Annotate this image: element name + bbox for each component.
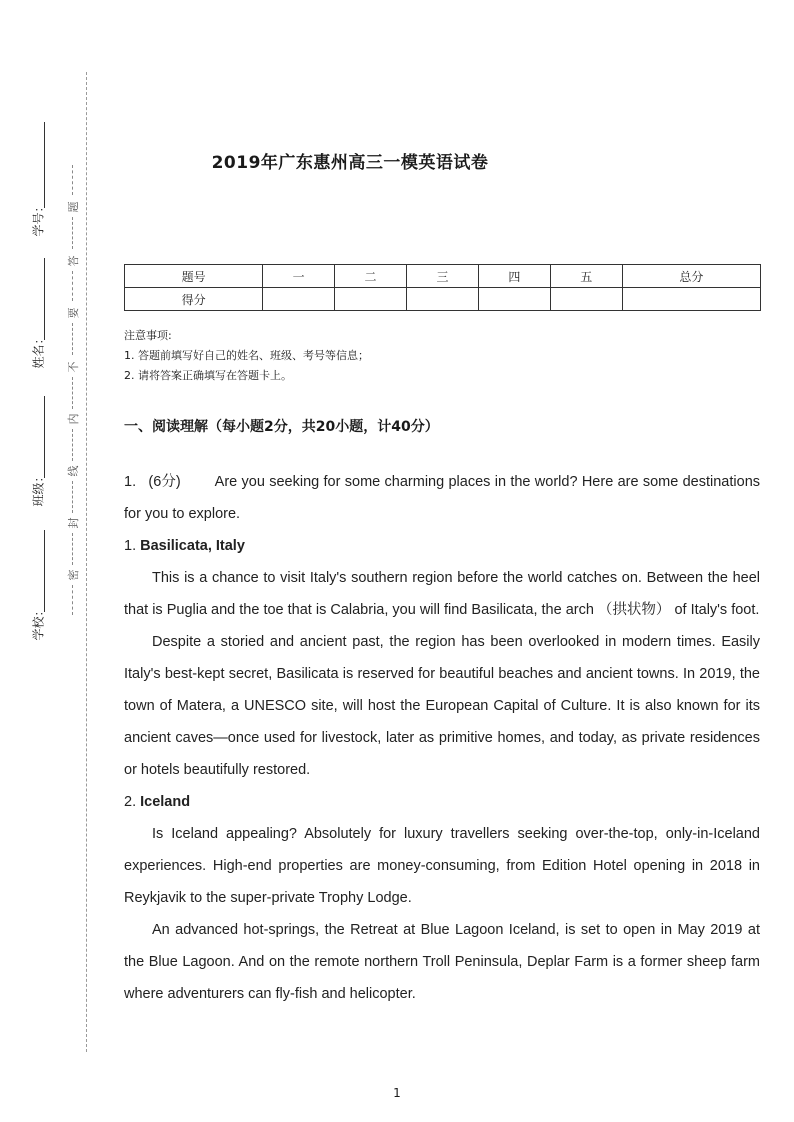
score-row-label: 得分 (125, 288, 263, 311)
score-cell[interactable] (407, 288, 479, 311)
exam-title: 2019年广东惠州高三一模英语试卷 (211, 153, 489, 173)
notice-block (124, 326, 369, 386)
section-heading: 一、阅读理解（每小题2分，共20小题，计40分） (124, 419, 439, 435)
destination-title: Iceland (140, 794, 191, 810)
seal-char: 内 (67, 413, 80, 425)
student-id-label: 学号： (31, 200, 46, 237)
name-label: 姓名： (31, 332, 46, 369)
score-table-header-row (125, 265, 761, 288)
seal-char: 不 (67, 361, 80, 373)
destination-heading (124, 530, 760, 562)
score-table-header-cell: 四 (478, 265, 550, 288)
question-intro (124, 466, 760, 530)
question-score: (6分) (148, 474, 181, 490)
paragraph: An advanced hot-springs, the Retreat at Blue Lagoon Iceland, is set to open in May 2019 at the Blue Lagoon. And on the remote northern Troll Peninsula, Deplar Farm is a former sheep farm where adventurers can fly-fish and helicopter. (124, 922, 760, 1002)
destination-number: 1. (124, 538, 137, 554)
score-cell[interactable] (550, 288, 622, 311)
score-table-header-cell: 三 (407, 265, 479, 288)
question-number: 1. (124, 474, 137, 490)
seal-line-text (66, 165, 80, 615)
notice-heading: 注意事项: (124, 329, 172, 342)
binding-dashed-line (86, 72, 87, 1052)
class-blank[interactable] (44, 396, 45, 478)
class-label: 班级： (31, 470, 46, 507)
question-intro-text: Are you seeking for some charming places in the world? Here are some destinations for you to explore. (124, 474, 761, 522)
destination-title: Basilicata, Italy (140, 538, 245, 554)
school-label: 学校： (31, 604, 46, 641)
paragraph: This is a chance to visit Italy's southern region before the world catches on. Between the heel that is Puglia and the toe that is Calabria, you will find Basilicata, the arch （拱状物） of Italy's foot. (124, 570, 760, 618)
score-table-score-row (125, 288, 761, 311)
notice-item: 1. 答题前填写好自己的姓名、班级、考号等信息； (124, 349, 369, 362)
score-table-header-cell: 总分 (622, 265, 760, 288)
score-cell[interactable] (622, 288, 760, 311)
paragraph: Despite a storied and ancient past, the region has been overlooked in modern times. Easily Italy's best-kept secret, Basilicata is reserved for beautiful beaches and ancient towns. In 2019, the town of Matera, a UNESCO site, will host the European Capital of Culture. It is also known for its ancient caves—once used for livestock, later as primitive homes, and today, as private residences or hotels beautifully restored. (124, 634, 760, 778)
destination-number: 2. (124, 794, 137, 810)
score-table-header-cell: 二 (335, 265, 407, 288)
score-cell[interactable] (263, 288, 335, 311)
school-blank[interactable] (44, 530, 45, 612)
seal-char: 线 (67, 465, 80, 477)
seal-char: 答 (67, 255, 80, 267)
seal-char: 密 (67, 569, 80, 581)
name-blank[interactable] (44, 258, 45, 340)
seal-char: 题 (67, 201, 80, 213)
score-cell[interactable] (335, 288, 407, 311)
score-table (124, 264, 761, 311)
seal-char: 封 (67, 517, 80, 529)
score-cell[interactable] (478, 288, 550, 311)
score-table-header-cell: 一 (263, 265, 335, 288)
score-table-header-cell: 五 (550, 265, 622, 288)
page-number: 1 (393, 1086, 401, 1100)
destination-heading (124, 786, 760, 818)
paragraph: Is Iceland appealing? Absolutely for luxury travellers seeking over-the-top, only-in-Iceland experiences. High-end properties are money-consuming, from Edition Hotel opening in 2018 in Reykjavik to the super-private Trophy Lodge. (124, 826, 760, 906)
seal-char: 要 (67, 307, 80, 319)
notice-item: 2. 请将答案正确填写在答题卡上。 (124, 369, 292, 382)
reading-passage (124, 466, 760, 1010)
score-table-header-cell: 题号 (125, 265, 263, 288)
